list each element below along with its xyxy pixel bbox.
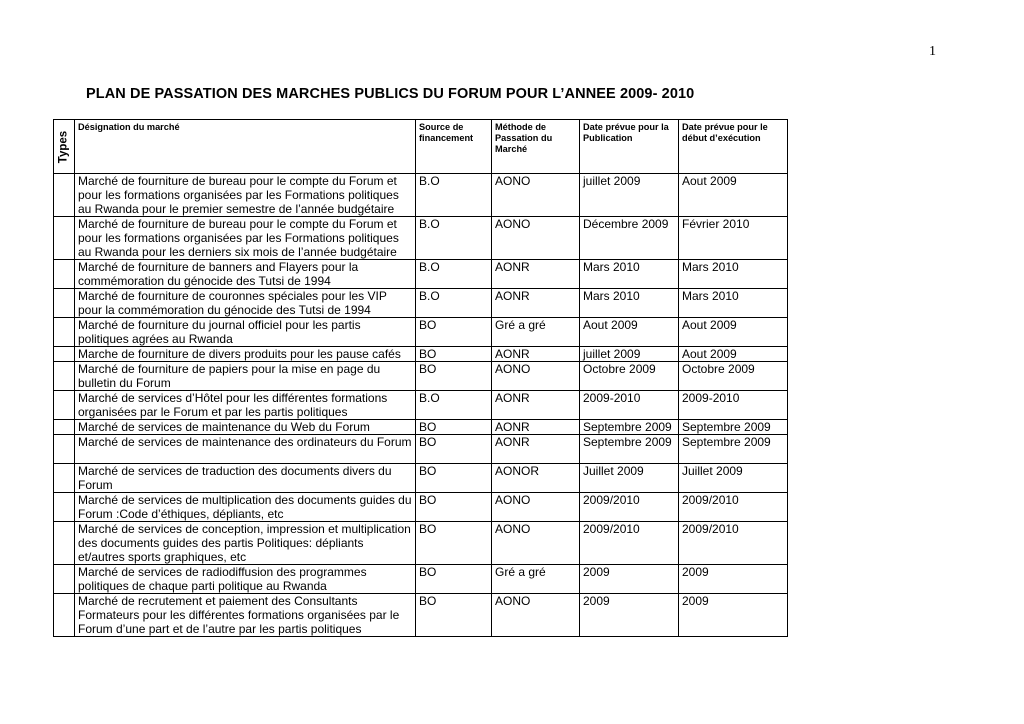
- publication-cell: juillet 2009: [580, 174, 679, 217]
- table-row: [54, 318, 788, 347]
- header-source: Source de financement: [416, 120, 492, 174]
- execution-cell: Aout 2009: [679, 318, 788, 347]
- designation-cell: Marché de services de multiplication des documents guides du Forum :Code d’éthiques, dépliants, etc: [75, 493, 416, 522]
- source-cell: B.O: [416, 289, 492, 318]
- execution-cell: Octobre 2009: [679, 362, 788, 391]
- methode-cell: AONR: [492, 391, 580, 420]
- methode-cell: AONR: [492, 435, 580, 464]
- execution-cell: Mars 2010: [679, 289, 788, 318]
- methode-cell: AONO: [492, 493, 580, 522]
- source-cell: BO: [416, 594, 492, 637]
- methode-cell: AONR: [492, 260, 580, 289]
- source-cell: BO: [416, 347, 492, 362]
- methode-cell: AONR: [492, 420, 580, 435]
- designation-cell: Marché de services d’Hôtel pour les différentes formations organisées par le Forum et par les partis politiques: [75, 391, 416, 420]
- publication-cell: 2009/2010: [580, 522, 679, 565]
- source-cell: B.O: [416, 391, 492, 420]
- designation-cell: Marché de fourniture de couronnes spéciales pour les VIP pour la commémoration du génocide des Tutsi de 1994: [75, 289, 416, 318]
- designation-cell: Marché de fourniture de bureau pour le compte du Forum et pour les formations organisées par les Formations politiques au Rwanda pour le premier semestre de l’année budgétaire: [75, 174, 416, 217]
- publication-cell: Septembre 2009: [580, 435, 679, 464]
- methode-cell: AONR: [492, 289, 580, 318]
- execution-cell: Aout 2009: [679, 174, 788, 217]
- designation-cell: Marché de fourniture de bureau pour le compte du Forum et pour les formations organisées par les Formations politiques au Rwanda pour les derniers six mois de l’année budgétaire: [75, 217, 416, 260]
- methode-cell: AONO: [492, 362, 580, 391]
- methode-cell: Gré a gré: [492, 565, 580, 594]
- header-publication: Date prévue pour la Publication: [580, 120, 679, 174]
- publication-cell: 2009/2010: [580, 493, 679, 522]
- table-row: [54, 420, 788, 435]
- table-row: [54, 347, 788, 362]
- designation-cell: Marche de fourniture de divers produits pour les pause cafés: [75, 347, 416, 362]
- table-row: [54, 260, 788, 289]
- table-row: [54, 522, 788, 565]
- designation-cell: Marché de services de radiodiffusion des programmes politiques de chaque parti politique au Rwanda: [75, 565, 416, 594]
- source-cell: B.O: [416, 260, 492, 289]
- designation-cell: Marché de services de conception, impression et multiplication des documents guides des partis Politiques: dépliants et/autres sports graphiques, etc: [75, 522, 416, 565]
- table-row: [54, 594, 788, 637]
- methode-cell: Gré a gré: [492, 318, 580, 347]
- document-title: PLAN DE PASSATION DES MARCHES PUBLICS DU FORUM POUR L’ANNEE 2009- 2010: [86, 86, 695, 102]
- designation-cell: Marché de fourniture du journal officiel pour les partis politiques agrées au Rwanda: [75, 318, 416, 347]
- execution-cell: 2009/2010: [679, 493, 788, 522]
- table-row: [54, 565, 788, 594]
- execution-cell: Aout 2009: [679, 347, 788, 362]
- type-cell: [54, 362, 75, 391]
- source-cell: BO: [416, 420, 492, 435]
- source-cell: BO: [416, 362, 492, 391]
- publication-cell: Mars 2010: [580, 289, 679, 318]
- publication-cell: 2009: [580, 565, 679, 594]
- methode-cell: AONR: [492, 347, 580, 362]
- execution-cell: Juillet 2009: [679, 464, 788, 493]
- type-cell: [54, 464, 75, 493]
- page-number: 1: [929, 44, 936, 59]
- source-cell: B.O: [416, 217, 492, 260]
- execution-cell: 2009/2010: [679, 522, 788, 565]
- table-row: [54, 174, 788, 217]
- header-types: [54, 120, 75, 174]
- publication-cell: juillet 2009: [580, 347, 679, 362]
- table-header-row: [54, 120, 788, 174]
- type-cell: [54, 565, 75, 594]
- type-cell: [54, 493, 75, 522]
- methode-cell: AONO: [492, 594, 580, 637]
- execution-cell: Septembre 2009: [679, 435, 788, 464]
- execution-cell: 2009: [679, 565, 788, 594]
- designation-cell: Marché de recrutement et paiement des Consultants Formateurs pour les différentes formations organisées par le Forum d’une part et de l’autre par les partis politiques: [75, 594, 416, 637]
- designation-cell: Marché de fourniture de banners and Flayers pour la commémoration du génocide des Tutsi de 1994: [75, 260, 416, 289]
- types-label: Types: [57, 130, 70, 163]
- methode-cell: AONO: [492, 174, 580, 217]
- publication-cell: 2009: [580, 594, 679, 637]
- procurement-plan-table: [53, 119, 788, 637]
- type-cell: [54, 217, 75, 260]
- designation-cell: Marché de services de traduction des documents divers du Forum: [75, 464, 416, 493]
- header-methode: Méthode de Passation du Marché: [492, 120, 580, 174]
- type-cell: [54, 435, 75, 464]
- designation-cell: Marché de services de maintenance des ordinateurs du Forum: [75, 435, 416, 464]
- table-row: [54, 391, 788, 420]
- methode-cell: AONO: [492, 217, 580, 260]
- source-cell: BO: [416, 435, 492, 464]
- source-cell: BO: [416, 493, 492, 522]
- table-row: [54, 464, 788, 493]
- methode-cell: AONOR: [492, 464, 580, 493]
- publication-cell: Mars 2010: [580, 260, 679, 289]
- type-cell: [54, 174, 75, 217]
- type-cell: [54, 260, 75, 289]
- table-row: [54, 435, 788, 464]
- publication-cell: 2009-2010: [580, 391, 679, 420]
- publication-cell: Septembre 2009: [580, 420, 679, 435]
- source-cell: BO: [416, 464, 492, 493]
- type-cell: [54, 522, 75, 565]
- designation-cell: Marché de fourniture de papiers pour la mise en page du bulletin du Forum: [75, 362, 416, 391]
- header-execution: Date prévue pour le début d’exécution: [679, 120, 788, 174]
- source-cell: BO: [416, 565, 492, 594]
- table-row: [54, 493, 788, 522]
- source-cell: BO: [416, 318, 492, 347]
- table-body: [54, 174, 788, 637]
- type-cell: [54, 594, 75, 637]
- table-row: [54, 217, 788, 260]
- publication-cell: Juillet 2009: [580, 464, 679, 493]
- type-cell: [54, 318, 75, 347]
- table-row: [54, 289, 788, 318]
- designation-cell: Marché de services de maintenance du Web du Forum: [75, 420, 416, 435]
- source-cell: BO: [416, 522, 492, 565]
- publication-cell: Octobre 2009: [580, 362, 679, 391]
- execution-cell: Mars 2010: [679, 260, 788, 289]
- methode-cell: AONO: [492, 522, 580, 565]
- execution-cell: 2009: [679, 594, 788, 637]
- type-cell: [54, 420, 75, 435]
- execution-cell: 2009-2010: [679, 391, 788, 420]
- type-cell: [54, 289, 75, 318]
- source-cell: B.O: [416, 174, 492, 217]
- type-cell: [54, 391, 75, 420]
- execution-cell: Septembre 2009: [679, 420, 788, 435]
- publication-cell: Aout 2009: [580, 318, 679, 347]
- table-row: [54, 362, 788, 391]
- type-cell: [54, 347, 75, 362]
- execution-cell: Février 2010: [679, 217, 788, 260]
- publication-cell: Décembre 2009: [580, 217, 679, 260]
- header-designation: Désignation du marché: [75, 120, 416, 174]
